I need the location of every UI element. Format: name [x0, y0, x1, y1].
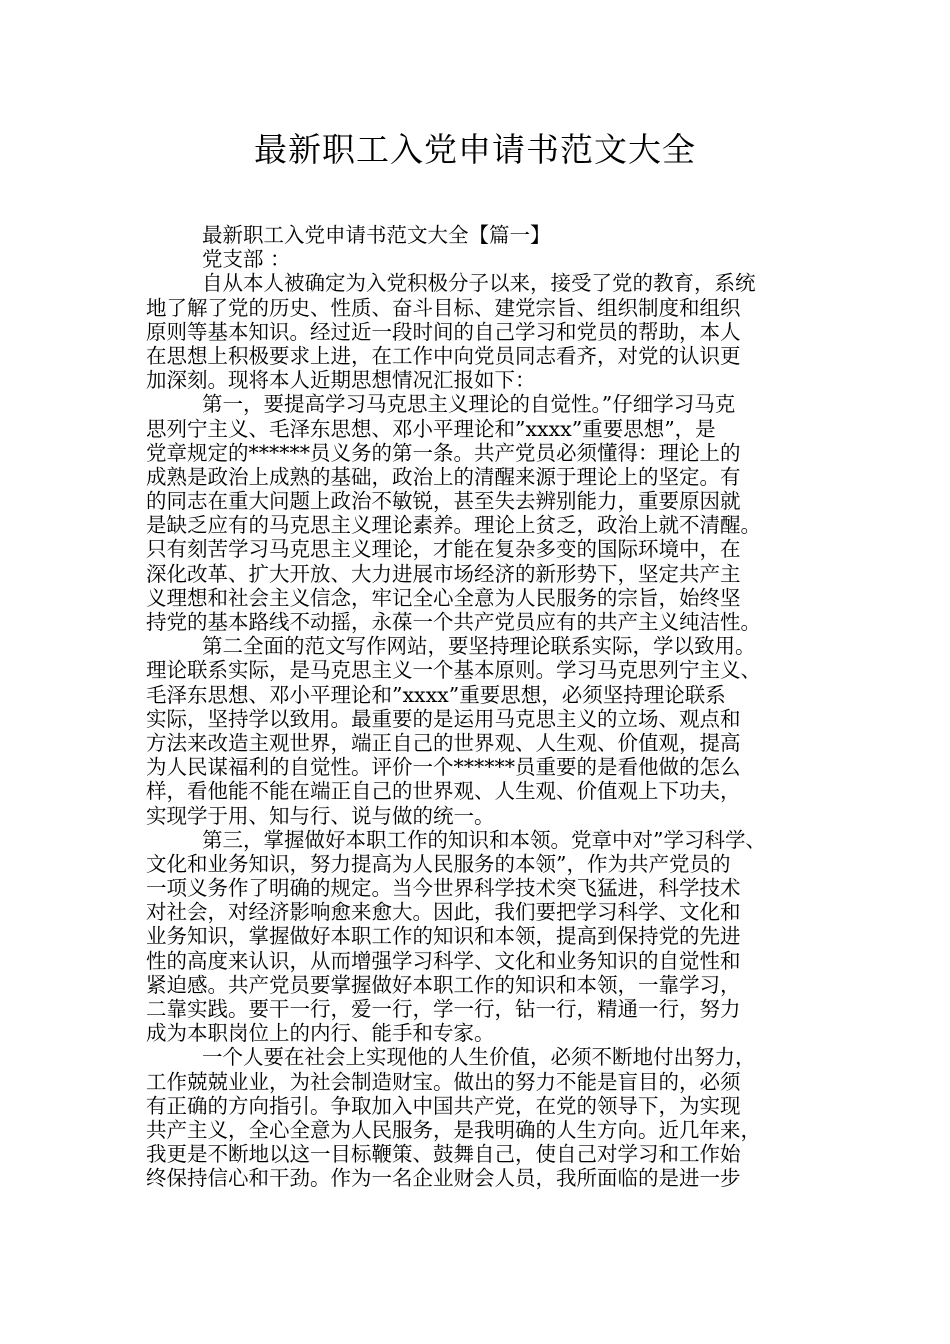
text-line: 业务知识，掌握做好本职工作的知识和本领，提高到保持党的先进: [146, 924, 741, 949]
text-line: 一个人要在社会上实现他的人生价值，必须不断地付出努力，: [202, 1045, 756, 1070]
text-line: 实现学于用、知与行、说与做的统一。: [146, 803, 495, 828]
text-line: 有正确的方向指引。争取加入中国共产党，在党的领导下，为实现: [146, 1093, 741, 1118]
text-line: 成为本职岗位上的内行、能手和专家。: [146, 1021, 495, 1046]
text-line: 成熟是政治上成熟的基础，政治上的清醒来源于理论上的坚定。有: [146, 464, 741, 489]
text-line: 终保持信心和干劲。作为一名企业财会人员，我所面临的是进一步: [146, 1166, 741, 1191]
text-line: 党支部 ：: [202, 247, 291, 272]
text-line: 性的高度来认识，从而增强学习科学、文化和业务知识的自觉性和: [146, 948, 741, 973]
text-line: 第二全面的范文写作网站，要坚持理论联系实际，学以致用。: [202, 634, 756, 659]
text-line: 方法来改造主观世界，端正自己的世界观、人生观、价值观，提高: [146, 730, 741, 755]
text-line: 最新职工入党申请书范文大全【篇一】: [202, 223, 551, 247]
text-line: 文化和业务知识，努力提高为人民服务的本领”，作为共产党员的: [146, 851, 731, 876]
text-line: 思列宁主义、毛泽东思想、邓小平理论和”xxxx”重要思想”，是: [146, 416, 716, 441]
text-line: 一项义务作了明确的规定。当今世界科学技术突飞猛进，科学技术: [146, 876, 741, 901]
text-line: 只有刻苦学习马克思主义理论，才能在复杂多变的国际环境中，在: [146, 537, 741, 562]
text-line: 是缺乏应有的马克思主义理论素养。理论上贫乏，政治上就不清醒。: [146, 513, 761, 538]
text-line: 义理想和社会主义信念，牢记全心全意为人民服务的宗旨，始终坚: [146, 585, 741, 610]
text-line: 加深刻。现将本人近期思想情况汇报如下：: [146, 368, 536, 393]
text-line: 深化改革、扩大开放、大力进展市场经济的新形势下，坚定共产主: [146, 561, 741, 586]
text-line: 毛泽东思想、邓小平理论和”xxxx”重要思想，必须坚持理论联系: [146, 682, 726, 707]
text-line: 原则等基本知识。经过近一段时间的自己学习和党员的帮助，本人: [146, 319, 741, 344]
text-line: 为人民谋福利的自觉性。评价一个******员重要的是看他做的怎么: [146, 755, 741, 780]
text-line: 自从本人被确定为入党积极分子以来，接受了党的教育，系统: [202, 271, 756, 296]
text-line: 对社会，对经济影响愈来愈大。因此，我们要把学习科学、文化和: [146, 900, 741, 925]
text-line: 理论联系实际，是马克思主义一个基本原则。学习马克思列宁主义、: [146, 658, 761, 683]
text-line: 二靠实践。要干一行，爱一行，学一行，钻一行，精通一行，努力: [146, 997, 741, 1021]
text-line: 持党的基本路线不动摇，永葆一个共产党员应有的共产主义纯洁性。: [146, 610, 761, 634]
text-line: 共产主义，全心全意为人民服务，是我明确的人生方向。近几年来，: [146, 1117, 761, 1142]
text-line: 地了解了党的历史、性质、奋斗目标、建党宗旨、组织制度和组织: [146, 295, 741, 320]
text-line: 我更是不断地以这一目标鞭策、鼓舞自己，使自己对学习和工作始: [146, 1142, 741, 1167]
text-line: 样，看他能不能在端正自己的世界观、人生观、价值观上下功夫，: [146, 779, 741, 804]
document-body: [146, 223, 836, 1191]
text-line: 党章规定的******员义务的第一条。共产党员必须懂得：理论上的: [146, 440, 741, 465]
text-line: 工作兢兢业业，为社会制造财宝。做出的努力不能是盲目的，必须: [146, 1069, 741, 1094]
text-line: 第一，要提高学习马克思主义理论的自觉性。”仔细学习马克: [202, 392, 736, 417]
document-title: 最新职工入党申请书范文大全: [254, 130, 696, 169]
text-line: 在思想上积极要求上进，在工作中向党员同志看齐，对党的认识更: [146, 343, 741, 368]
text-line: 实际，坚持学以致用。最重要的是运用马克思主义的立场、观点和: [146, 706, 741, 731]
text-line: 的同志在重大问题上政治不敏锐，甚至失去辨别能力，重要原因就: [146, 489, 741, 514]
text-line: 紧迫感。共产党员要掌握做好本职工作的知识和本领，一靠学习，: [146, 972, 741, 997]
text-line: 第三，掌握做好本职工作的知识和本领。党章中对”学习科学、: [202, 827, 766, 852]
